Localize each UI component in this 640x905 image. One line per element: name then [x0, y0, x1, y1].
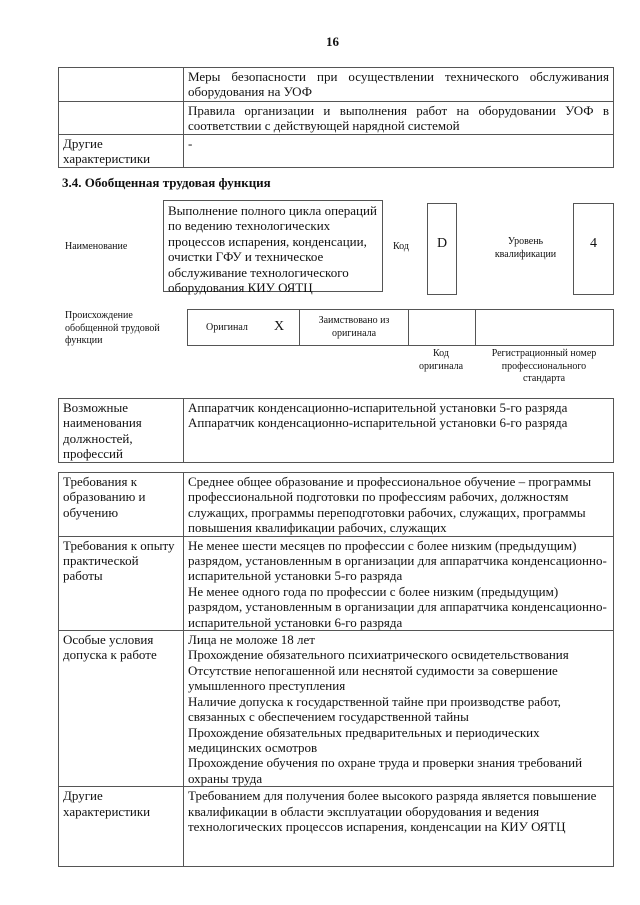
row-value-line: оборудования на УОФ: [188, 84, 312, 100]
level-label: Уровень квалификации: [494, 236, 557, 260]
row-label: Особые условия допуска к работе: [59, 631, 184, 787]
code-original-caption: Код оригинала: [418, 348, 464, 372]
code-value: D: [427, 203, 457, 295]
row-label: Другие характеристики: [59, 134, 184, 167]
row-value: [184, 102, 614, 135]
row-value: Аппаратчик конденсационно-испарительной установки 5-го разряда Аппаратчик конденсационно-испарительной установки 6-го разряда: [184, 399, 614, 463]
code-label: Код: [393, 241, 409, 252]
origin-label: Происхождение обобщенной трудовой функции: [65, 310, 160, 346]
row-value: Среднее общее образование и профессиональное обучение – программы профессиональной подготовки по профессиям рабочих, должностям служащих, программы переподготовки рабочих, служащих, программы повышения квалификации рабочих, служащих: [184, 473, 614, 537]
reg-number-caption: Регистрационный номер профессионального стандарта: [491, 348, 597, 384]
row-value: Требованием для получения более высокого разряда является повышение квалификации в области эксплуатации оборудования и ведения технологических процессов испарения, конденсации на КИУ ОЯТЦ: [184, 787, 614, 867]
original-mark: X: [274, 319, 285, 334]
name-value: Выполнение полного цикла операций по ведению технологических процессов испарения, конденсации, очистки ГФУ и техническое обслуживание технологического оборудования КИУ ОЯТЦ: [163, 200, 383, 292]
row-label: [59, 102, 184, 135]
level-value: 4: [573, 203, 614, 295]
row-value: Лица не моложе 18 лет Прохождение обязательного психиатрического освидетельствования Отсутствие непогашенной или неснятой судимости за совершение умышленного преступления Наличие допуска к государственной тайне при производстве работ, связанных с обеспечением государственной тайны Прохождение обязательных предварительных и периодических медицинских осмотров Прохождение обучения по охране труда и проверки знания требований охраны труда: [184, 631, 614, 787]
table-row: [59, 102, 614, 135]
table-row: [59, 134, 614, 167]
positions-table: [58, 398, 614, 463]
borrowed-label: Заимствовано из оригинала: [318, 315, 390, 339]
row-value: [184, 68, 614, 102]
row-value: Не менее шести месяцев по профессии с более низким (предыдущим) разрядом, установленным в организации для аппаратчика конденсационно- испарительной установки 5-го разряда Не менее одного года по профессии с более низким (предыдущим) разрядом, установленным в организации для аппаратчика конденсационно- испарительной установки 6-го разряда: [184, 536, 614, 630]
name-label: Наименование: [65, 241, 128, 252]
row-label: Требования к опыту практической работы: [59, 536, 184, 630]
original-label: Оригинал: [206, 322, 248, 333]
row-label: [59, 68, 184, 102]
row-value-line: соответствии с действующей нарядной системой: [188, 118, 460, 134]
table-row: [59, 473, 614, 537]
row-label: Возможные наименования должностей, профессий: [59, 399, 184, 463]
section-heading: 3.4. Обобщенная трудовая функция: [62, 175, 271, 190]
row-value-line: Меры безопасности при осуществлении технического обслуживания: [188, 69, 609, 84]
row-value: -: [184, 134, 614, 167]
row-label: Другие характеристики: [59, 787, 184, 867]
table-row: [59, 787, 614, 867]
table-top: [58, 67, 614, 168]
table-row: [59, 631, 614, 787]
requirements-table: [58, 472, 614, 867]
table-row: [59, 399, 614, 463]
page-number: 16: [326, 34, 339, 49]
row-label: Требования к образованию и обучению: [59, 473, 184, 537]
table-row: [59, 536, 614, 630]
row-value-line: Правила организации и выполнения работ на оборудовании УОФ в: [188, 103, 609, 118]
origin-table: [187, 309, 614, 346]
table-row: [59, 68, 614, 102]
